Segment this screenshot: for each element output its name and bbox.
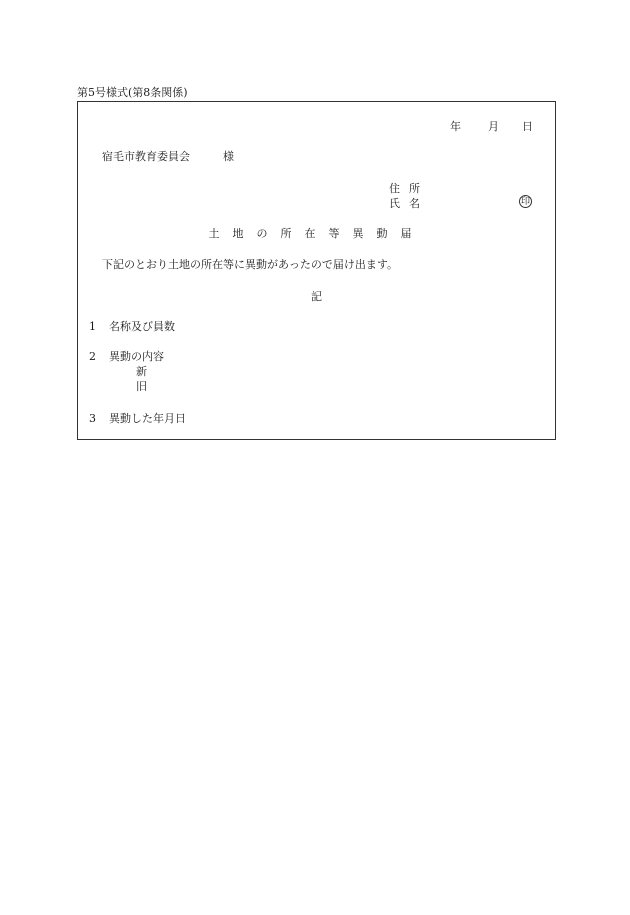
- form-number-label: 第5号様式(第8条関係): [77, 86, 188, 99]
- item-label-change-content: 異動の内容: [109, 350, 164, 363]
- date-year-label: 年: [450, 120, 461, 133]
- item-number: 3: [89, 412, 96, 425]
- date-month-label: 月: [488, 120, 499, 133]
- name-label: 氏名: [389, 197, 429, 210]
- item-label-change-date: 異動した年月日: [109, 412, 186, 425]
- addressee-name: 宿毛市教育委員会: [102, 150, 190, 163]
- seal-mark: 印: [520, 197, 530, 207]
- body-text: 下記のとおり土地の所在等に異動があったので届け出ます。: [102, 258, 399, 271]
- address-label: 住所: [389, 182, 429, 195]
- form-frame: [77, 101, 556, 440]
- item-label-name-and-count: 名称及び員数: [109, 320, 175, 333]
- ki-heading: 記: [311, 290, 322, 303]
- date-day-label: 日: [522, 120, 533, 133]
- document-title: 土地の所在等異動届: [208, 227, 425, 240]
- item-number: 1: [89, 320, 96, 333]
- addressee-honorific: 様: [223, 150, 234, 163]
- change-new-label: 新: [136, 365, 147, 378]
- change-old-label: 旧: [136, 380, 147, 393]
- item-number: 2: [89, 350, 96, 363]
